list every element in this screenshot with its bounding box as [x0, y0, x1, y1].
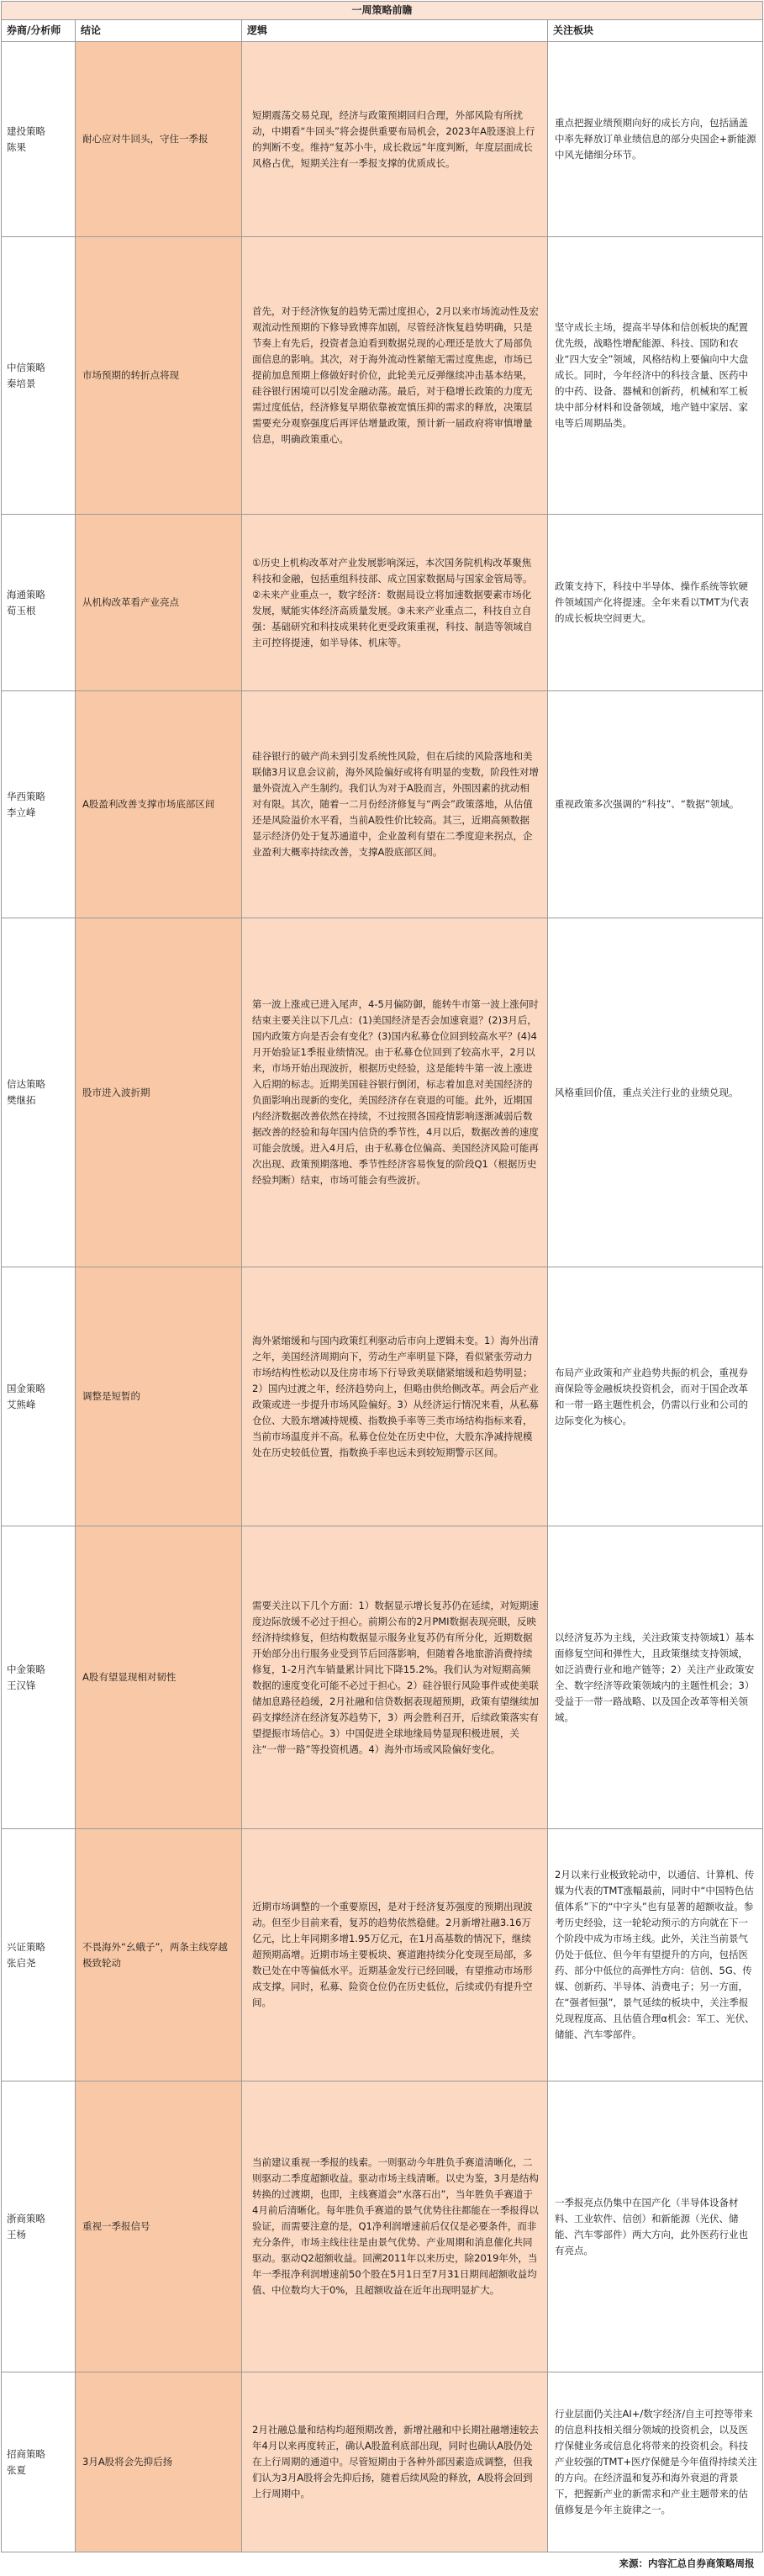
org-name: 建投策略	[7, 124, 45, 137]
org-name: 兴证策略	[7, 1940, 45, 1953]
org-cell	[2, 1526, 76, 1829]
header-sector: 关注板块	[548, 20, 763, 42]
logic-cell: 2月社融总量和结构均超预期改善，新增社融和中长期社融增速较去年4月以来再度转正，确认A股盈利底部出现，同时也确认A股仍处在上行周期的通道中。尽管短期由于各种外部因素造成调整，但我们认为3月A股将会先抑后扬，随着后续风险的释放，A股将会回到上行周期中。	[242, 2372, 548, 2552]
analyst-name: 王汉锋	[7, 1679, 36, 1691]
org-name: 信达策略	[7, 1078, 45, 1090]
header-row	[2, 20, 763, 42]
table-row	[2, 2372, 763, 2552]
org-cell	[2, 237, 76, 515]
sector-cell: 一季报亮点仍集中在国产化（半导体设备材料、工业软件、信创）和新能源（光伏、储能、汽车零部件）两大方向，此外医药行业也有亮点。	[548, 2081, 763, 2372]
org-name: 招商策略	[7, 2447, 45, 2460]
conclusion-cell: 调整是短暂的	[76, 1267, 242, 1526]
analyst-name: 王杨	[7, 2228, 26, 2240]
sector-cell: 以经济复苏为主线，关注政策支持领域1）基本面修复空间和弹性大，且政策继续支持领域，如泛消费行业和地产链等；2）关注产业政策安全、数字经济等政策领域内的主题性机会；3）受益于一带一路战略、以及国企改革等相关领域。	[548, 1526, 763, 1829]
org-cell	[2, 2081, 76, 2372]
analyst-name: 荀玉根	[7, 604, 36, 616]
org-name: 华西策略	[7, 790, 45, 802]
conclusion-cell: 耐心应对牛回头，守住一季报	[76, 42, 242, 237]
sector-cell: 重视政策多次强调的“科技”、“数据”领域。	[548, 691, 763, 918]
logic-cell: 硅谷银行的破产尚未到引发系统性风险，但在后续的风险落地和美联储3月议息会议前，海外风险偏好或将有明显的变数，阶段性对增量外资流入产生制约。我们认为对于A股而言，外围因素的扰动相对有限。其次，随着一二月份经济修复与“两会”政策落地，从估值还是风险溢价水平看，当前A股性价比较高。其三，近期高频数据显示经济仍处于复苏通道中，企业盈利有望在二季度迎来拐点，企业盈利大概率持续改善，支撑A股底部区间。	[242, 691, 548, 918]
conclusion-cell: 重视一季报信号	[76, 2081, 242, 2372]
analyst-name: 陈果	[7, 140, 26, 153]
conclusion-cell: 不畏海外“幺蛾子”，两条主线穿越极致轮动	[76, 1829, 242, 2081]
source-note: 来源：内容汇总自券商策略周报	[2, 2552, 763, 2576]
logic-cell: 首先，对于经济恢复的趋势无需过度担心，2月以来市场流动性及宏观流动性预期的下修导致博弈加剧，尽管经济恢复趋势明确，只是节奏上有先后，投资者急迫看到数据兑现的心理还是放大了局部负面信息的影响。其次，对于海外流动性紧缩无需过度焦虑，市场已提前加息预期上修做好时价位，此轮美元反弹继续冲击基本结果，硅谷银行困境可以引发金融动荡。最后，对于稳增长政策的力度无需过度低估，经济修复早期依靠被宽慎压抑的需求的释放，决策层需要充分观察强度后再评估增量政策，预计新一届政府将审慎增量信息，明确政策重心。	[242, 237, 548, 515]
sector-cell: 政策支持下，科技中半导体、操作系统等软硬件领域国产化将提速。全年来看以TMT为代表的成长板块空间更大。	[548, 515, 763, 691]
source-row	[2, 2552, 763, 2576]
table-row	[2, 1829, 763, 2081]
analyst-name: 樊继拓	[7, 1094, 36, 1106]
table-row	[2, 2081, 763, 2372]
conclusion-cell: A股有望显现相对韧性	[76, 1526, 242, 1829]
table-row	[2, 691, 763, 918]
org-cell	[2, 691, 76, 918]
header-conclusion: 结论	[76, 20, 242, 42]
table-row	[2, 42, 763, 237]
analyst-name: 张夏	[7, 2463, 26, 2476]
conclusion-cell: 市场预期的转折点将现	[76, 237, 242, 515]
header-logic: 逻辑	[242, 20, 548, 42]
org-cell	[2, 2372, 76, 2552]
table-row	[2, 1526, 763, 1829]
conclusion-cell: 股市进入波折期	[76, 918, 242, 1267]
org-cell	[2, 515, 76, 691]
strategy-weekly-table-container	[1, 1, 762, 2576]
sector-cell: 重点把握业绩预期向好的成长方向，包括涵盖中率先释放订单业绩信息的部分央国企+新能源中风光储细分环节。	[548, 42, 763, 237]
table-row	[2, 918, 763, 1267]
org-name: 浙商策略	[7, 2212, 45, 2224]
org-name: 中信策略	[7, 361, 45, 373]
conclusion-cell: A股盈利改善支撑市场底部区间	[76, 691, 242, 918]
table-title: 一周策略前瞻	[2, 2, 763, 20]
logic-cell: 海外紧缩缓和与国内政策红利驱动后市向上逻辑未变。1）海外出清之年，美国经济周期向下，劳动生产率明显下降，看似紧张劳动力市场结构性松动以及住房市场下行导致美联储紧缩缓和趋势明显；2）国内过渡之年，经济趋势向上，但略由供给侧改革。两会后产业政策或进一步提升市场风险偏好。3）从经济运行情况来看，从私募仓位、大股东增减持规模、指数换手率等三类市场结构指标来看，当前市场温度并不高。私募仓位处在历史中位，大股东净减持规模处在历史较低位置，指数换手率也远未到较短期警示区间。	[242, 1267, 548, 1526]
title-row	[2, 2, 763, 20]
sector-cell: 布局产业政策和产业趋势共振的机会，重视券商保险等金融板块投资机会，而对于国企改革和一带一路主题性机会，仍需以行业和公司的边际变化为核心。	[548, 1267, 763, 1526]
conclusion-cell: 3月A股将会先抑后扬	[76, 2372, 242, 2552]
table-row	[2, 1267, 763, 1526]
logic-cell: 短期震荡交易兑现，经济与政策预期回归合理，外部风险有所扰动，中期看“牛回头”将会提供重要布局机会，2023年A股逐浪上行的判断不变。维持“复苏小牛，成长救远”年度判断，年度层面成长风格占优，短期关注有一季报支撑的优质成长。	[242, 42, 548, 237]
conclusion-cell: 从机构改革看产业亮点	[76, 515, 242, 691]
org-cell	[2, 1829, 76, 2081]
analyst-name: 李立峰	[7, 806, 36, 818]
analyst-name: 张启尧	[7, 1956, 36, 1969]
analyst-name: 秦培景	[7, 377, 36, 389]
table-row	[2, 515, 763, 691]
sector-cell: 行业层面仍关注AI+/数字经济/自主可控等带来的信息科技相关细分领域的投资机会，以及医疗保健业务或信息化将带来的投资机会。科技产业较强的TMT+医疗保健是今年值得持续关注的方向。在经济温和复苏和海外衰退的背景下，把握新产业的新需求和产业主题带来的估值修复是今年主旋律之一。	[548, 2372, 763, 2552]
org-cell	[2, 918, 76, 1267]
org-cell	[2, 42, 76, 237]
sector-cell: 2月以来行业极致轮动中，以通信、计算机、传媒为代表的TMT涨幅最前，同时中“中国特色估值体系”下的“中字头”也有显著的超额收益。参考历史经验，这一轮轮动预示的方向就在下一个阶段中成为市场主线。此外，关注当前景气仍处于低位、但今年有望提升的方向，包括医药、部分中低位的高弹性方向：信创、5G、传媒、创新药、半导体、消费电子；另一方面，在“强者恒强”，景气延续的板块中，关注季报兑现程度高、且估值合理α机会：军工、光伏、储能、汽车零部件。	[548, 1829, 763, 2081]
logic-cell: 第一波上涨或已进入尾声，4-5月偏防御，能转牛市第一波上涨何时结束主要关注以下几点：(1)美国经济是否会加速衰退？(2)3月后，国内政策方向是否会有变化？(3)国内私募仓位回到较高水平？(4)4月开始验证1季报业绩情况。由于私募仓位回到了较高水平，2月以来，市场开始出现波折，根据历史经验，这是能转牛第一波上涨进入后期的标志。近期美国硅谷银行倒闭，标志着加息对美国经济的负面影响出现新的变化，美国经济存在衰退的可能。此外，近期国内经济数据改善依然在持续，不过按照各国疫情影响逐渐减弱后数据改善的经验和每年国内信贷的季节性，4月以后，数据改善的速度可能会放缓。进入4月后，由于私募仓位偏高、美国经济风险可能再次出现、政策预期落地、季节性经济容易恢复的阶段Q1（根据历史经验判断）结束，市场可能会有些波折。	[242, 918, 548, 1267]
logic-cell: 近期市场调整的一个重要原因，是对于经济复苏强度的预期出现波动。但至少目前来看，复苏的趋势依然稳健。2月新增社融3.16万亿元，比上年同期多增1.95万亿元，在1月高基数的情况下，继续超预期高增。近期市场主要板块、赛道跑持续分化变现至局部，多数已处在中等偏低水平。近期基金发行已经回暖，有望推动市场形成支撑。同时，私募、险资仓位仍在历史低位，后续或仍有提升空间。	[242, 1829, 548, 2081]
org-name: 中金策略	[7, 1663, 45, 1675]
sector-cell: 风格重回价值，重点关注行业的业绩兑现。	[548, 918, 763, 1267]
org-name: 国金策略	[7, 1382, 45, 1394]
analyst-name: 艾熊峰	[7, 1398, 36, 1410]
header-org: 券商/分析师	[2, 20, 76, 42]
logic-cell: 需要关注以下几个方面：1）数据显示增长复苏仍在延续，对短期速度边际放缓不必过于担心。前期公布的2月PMI数据表现亮眼，反映经济持续修复，但结构数据显示服务业复苏仍有所分化，近期数据开始部分出行服务业受到节后回落影响，但随着各地旅游消费持续修复，1-2月汽车销量累计同比下降15.2%。我们认为对短期高频数据的速度变化可能不必过于担心。2）硅谷银行风险事件或使美联储加息路径趋缓，2月社融和信贷数据表现超预期，政策有望继续加码支撑经济在经济复苏趋势下，3）两会胜利召开，后续政策落实有望提振市场信心。3）中国促进全球地缘局势显现积极进展，关注“一带一路”等投资机遇。4）海外市场或风险偏好变化。	[242, 1526, 548, 1829]
org-name: 海通策略	[7, 588, 45, 600]
logic-cell: 当前建议重视一季报的线索。一则驱动今年胜负手赛道清晰化，二则驱动二季度超额收益。驱动市场主线清晰。以史为鉴，3月是结构转换的过渡期，也即，主线赛道会“水落石出”，当年胜负手赛道于4月前后清晰化。每年胜负手赛道的景气优势往往都能在一季报得以验证，而需要注意的是，Q1净利润增速前后仅仅是必要条件，而非充分条件，市场主线往往是由景气优势、产业周期和消息催化共同驱动。驱动Q2超额收益。回溯2011年以来历史，除2019年外，当年一季报净利润增速前50个股在5月1日至7月31日期间超额收益均值、中位数均大于0%，且超额收益在近年出现明显扩大。	[242, 2081, 548, 2372]
sector-cell: 坚守成长主场，提高半导体和信创板块的配置优先级，战略性增配能源、科技、国防和农业“四大安全”领域，风格结构上要偏向中大盘成长。同时，今年经济中的科技含量、医药中的中药、设备、器械和创新药，机械和军工板块中部分材料和设备领域，地产链中家居、家电等后周期品类。	[548, 237, 763, 515]
strategy-table	[1, 1, 763, 2576]
logic-cell: ①历史上机构改革对产业发展影响深远，本次国务院机构改革聚焦科技和金融，包括重组科技部、成立国家数据局与国家金管局等。②未来产业重点一，数字经济：数据局设立将加速数据要素市场化发展，赋能实体经济高质量发展。③未来产业重点二，科技自立自强：基础研究和科技成果转化更受政策重视，科技、制造等领域自主可控将提速，如半导体、机床等。	[242, 515, 548, 691]
table-row	[2, 237, 763, 515]
org-cell	[2, 1267, 76, 1526]
